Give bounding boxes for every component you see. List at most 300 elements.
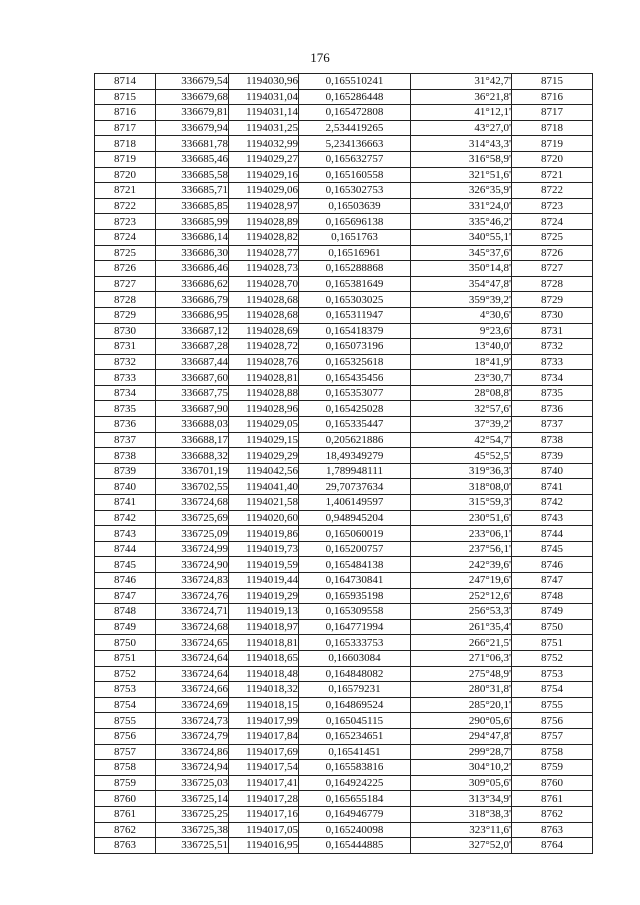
direction-angle-cell: 252°12,6'	[411, 588, 512, 604]
distance-cell: 0,16541451	[299, 744, 411, 760]
next-point-cell: 8718	[512, 120, 593, 136]
next-point-cell: 8737	[512, 417, 593, 433]
point-number-cell: 8731	[95, 339, 156, 355]
point-number-cell: 8736	[95, 417, 156, 433]
x-coordinate-cell: 336681,78	[156, 136, 229, 152]
point-number-cell: 8730	[95, 323, 156, 339]
y-coordinate-cell: 1194017,69	[229, 744, 299, 760]
table-row	[95, 276, 593, 292]
table-row	[95, 557, 593, 573]
direction-angle-cell: 313°34,9'	[411, 791, 512, 807]
distance-cell: 0,165583816	[299, 760, 411, 776]
next-point-cell: 8717	[512, 105, 593, 121]
next-point-cell: 8726	[512, 245, 593, 261]
direction-angle-cell: 323°11,6'	[411, 822, 512, 838]
direction-angle-cell: 314°43,3'	[411, 136, 512, 152]
next-point-cell: 8722	[512, 183, 593, 199]
x-coordinate-cell: 336724,65	[156, 635, 229, 651]
table-row	[95, 604, 593, 620]
distance-cell: 0,165335447	[299, 417, 411, 433]
table-row	[95, 370, 593, 386]
table-row	[95, 479, 593, 495]
table-row	[95, 245, 593, 261]
point-number-cell: 8747	[95, 588, 156, 604]
table-row	[95, 214, 593, 230]
direction-angle-cell: 266°21,5'	[411, 635, 512, 651]
distance-cell: 0,165435456	[299, 370, 411, 386]
y-coordinate-cell: 1194017,41	[229, 775, 299, 791]
table-row	[95, 666, 593, 682]
next-point-cell: 8759	[512, 760, 593, 776]
direction-angle-cell: 9°23,6'	[411, 323, 512, 339]
x-coordinate-cell: 336724,64	[156, 650, 229, 666]
table-row	[95, 229, 593, 245]
point-number-cell: 8716	[95, 105, 156, 121]
point-number-cell: 8748	[95, 604, 156, 620]
next-point-cell: 8731	[512, 323, 593, 339]
table-row	[95, 619, 593, 635]
x-coordinate-cell: 336688,32	[156, 448, 229, 464]
point-number-cell: 8749	[95, 619, 156, 635]
y-coordinate-cell: 1194042,56	[229, 463, 299, 479]
table-row	[95, 791, 593, 807]
distance-cell: 0,165472808	[299, 105, 411, 121]
point-number-cell: 8743	[95, 526, 156, 542]
next-point-cell: 8762	[512, 806, 593, 822]
y-coordinate-cell: 1194028,97	[229, 198, 299, 214]
table-row	[95, 728, 593, 744]
direction-angle-cell: 45°52,5'	[411, 448, 512, 464]
direction-angle-cell: 315°59,3'	[411, 495, 512, 511]
next-point-cell: 8734	[512, 370, 593, 386]
distance-cell: 0,16516961	[299, 245, 411, 261]
y-coordinate-cell: 1194028,89	[229, 214, 299, 230]
direction-angle-cell: 230°51,6'	[411, 510, 512, 526]
direction-angle-cell: 256°53,3'	[411, 604, 512, 620]
table-row	[95, 151, 593, 167]
x-coordinate-cell: 336687,12	[156, 323, 229, 339]
x-coordinate-cell: 336685,58	[156, 167, 229, 183]
y-coordinate-cell: 1194019,44	[229, 573, 299, 589]
direction-angle-cell: 318°08,0'	[411, 479, 512, 495]
distance-cell: 0,16503639	[299, 198, 411, 214]
direction-angle-cell: 36°21,8'	[411, 89, 512, 105]
direction-angle-cell: 354°47,8'	[411, 276, 512, 292]
table-row	[95, 713, 593, 729]
point-number-cell: 8763	[95, 838, 156, 854]
direction-angle-cell: 285°20,1'	[411, 697, 512, 713]
x-coordinate-cell: 336687,44	[156, 354, 229, 370]
y-coordinate-cell: 1194029,27	[229, 151, 299, 167]
x-coordinate-cell: 336679,54	[156, 74, 229, 90]
table-row	[95, 541, 593, 557]
table-body	[95, 74, 593, 854]
y-coordinate-cell: 1194018,81	[229, 635, 299, 651]
x-coordinate-cell: 336725,09	[156, 526, 229, 542]
direction-angle-cell: 247°19,6'	[411, 573, 512, 589]
direction-angle-cell: 326°35,9'	[411, 183, 512, 199]
y-coordinate-cell: 1194029,15	[229, 432, 299, 448]
y-coordinate-cell: 1194017,54	[229, 760, 299, 776]
point-number-cell: 8741	[95, 495, 156, 511]
direction-angle-cell: 350°14,8'	[411, 261, 512, 277]
x-coordinate-cell: 336724,66	[156, 682, 229, 698]
table-row	[95, 261, 593, 277]
y-coordinate-cell: 1194019,13	[229, 604, 299, 620]
next-point-cell: 8723	[512, 198, 593, 214]
x-coordinate-cell: 336724,76	[156, 588, 229, 604]
distance-cell: 0,205621886	[299, 432, 411, 448]
next-point-cell: 8728	[512, 276, 593, 292]
next-point-cell: 8733	[512, 354, 593, 370]
distance-cell: 0,165073196	[299, 339, 411, 355]
point-number-cell: 8717	[95, 120, 156, 136]
distance-cell: 0,165418379	[299, 323, 411, 339]
distance-cell: 0,165381649	[299, 276, 411, 292]
point-number-cell: 8755	[95, 713, 156, 729]
point-number-cell: 8723	[95, 214, 156, 230]
direction-angle-cell: 304°10,2'	[411, 760, 512, 776]
distance-cell: 0,165696138	[299, 214, 411, 230]
point-number-cell: 8719	[95, 151, 156, 167]
next-point-cell: 8763	[512, 822, 593, 838]
x-coordinate-cell: 336725,03	[156, 775, 229, 791]
x-coordinate-cell: 336724,69	[156, 697, 229, 713]
y-coordinate-cell: 1194028,76	[229, 354, 299, 370]
next-point-cell: 8754	[512, 682, 593, 698]
direction-angle-cell: 23°30,7'	[411, 370, 512, 386]
table-row	[95, 167, 593, 183]
y-coordinate-cell: 1194017,28	[229, 791, 299, 807]
table-row	[95, 588, 593, 604]
next-point-cell: 8721	[512, 167, 593, 183]
y-coordinate-cell: 1194021,58	[229, 495, 299, 511]
x-coordinate-cell: 336686,79	[156, 292, 229, 308]
table-row	[95, 198, 593, 214]
distance-cell: 0,165045115	[299, 713, 411, 729]
distance-cell: 0,165303025	[299, 292, 411, 308]
x-coordinate-cell: 336724,71	[156, 604, 229, 620]
next-point-cell: 8735	[512, 385, 593, 401]
y-coordinate-cell: 1194017,84	[229, 728, 299, 744]
table-row	[95, 417, 593, 433]
next-point-cell: 8760	[512, 775, 593, 791]
next-point-cell: 8729	[512, 292, 593, 308]
y-coordinate-cell: 1194028,96	[229, 401, 299, 417]
y-coordinate-cell: 1194032,99	[229, 136, 299, 152]
point-number-cell: 8746	[95, 573, 156, 589]
point-number-cell: 8726	[95, 261, 156, 277]
table-row	[95, 323, 593, 339]
y-coordinate-cell: 1194028,88	[229, 385, 299, 401]
y-coordinate-cell: 1194018,15	[229, 697, 299, 713]
table-row	[95, 526, 593, 542]
y-coordinate-cell: 1194016,95	[229, 838, 299, 854]
direction-angle-cell: 18°41,9'	[411, 354, 512, 370]
table-row	[95, 307, 593, 323]
distance-cell: 0,164946779	[299, 806, 411, 822]
point-number-cell: 8745	[95, 557, 156, 573]
point-number-cell: 8762	[95, 822, 156, 838]
point-number-cell: 8724	[95, 229, 156, 245]
x-coordinate-cell: 336701,19	[156, 463, 229, 479]
point-number-cell: 8718	[95, 136, 156, 152]
y-coordinate-cell: 1194028,68	[229, 292, 299, 308]
y-coordinate-cell: 1194028,81	[229, 370, 299, 386]
next-point-cell: 8720	[512, 151, 593, 167]
y-coordinate-cell: 1194029,06	[229, 183, 299, 199]
distance-cell: 0,165935198	[299, 588, 411, 604]
distance-cell: 18,49349279	[299, 448, 411, 464]
y-coordinate-cell: 1194028,69	[229, 323, 299, 339]
point-number-cell: 8735	[95, 401, 156, 417]
y-coordinate-cell: 1194029,16	[229, 167, 299, 183]
table-row	[95, 183, 593, 199]
y-coordinate-cell: 1194028,73	[229, 261, 299, 277]
x-coordinate-cell: 336724,73	[156, 713, 229, 729]
point-number-cell: 8739	[95, 463, 156, 479]
next-point-cell: 8736	[512, 401, 593, 417]
x-coordinate-cell: 336679,81	[156, 105, 229, 121]
next-point-cell: 8757	[512, 728, 593, 744]
y-coordinate-cell: 1194017,99	[229, 713, 299, 729]
y-coordinate-cell: 1194018,97	[229, 619, 299, 635]
table-row	[95, 838, 593, 854]
y-coordinate-cell: 1194029,29	[229, 448, 299, 464]
point-number-cell: 8737	[95, 432, 156, 448]
x-coordinate-cell: 336686,14	[156, 229, 229, 245]
direction-angle-cell: 275°48,9'	[411, 666, 512, 682]
direction-angle-cell: 309°05,6'	[411, 775, 512, 791]
next-point-cell: 8749	[512, 604, 593, 620]
point-number-cell: 8733	[95, 370, 156, 386]
distance-cell: 0,165510241	[299, 74, 411, 90]
point-number-cell: 8729	[95, 307, 156, 323]
direction-angle-cell: 31°42,7'	[411, 74, 512, 90]
x-coordinate-cell: 336725,69	[156, 510, 229, 526]
next-point-cell: 8752	[512, 650, 593, 666]
distance-cell: 0,16579231	[299, 682, 411, 698]
x-coordinate-cell: 336686,95	[156, 307, 229, 323]
x-coordinate-cell: 336724,94	[156, 760, 229, 776]
distance-cell: 1,406149597	[299, 495, 411, 511]
x-coordinate-cell: 336724,64	[156, 666, 229, 682]
x-coordinate-cell: 336725,38	[156, 822, 229, 838]
point-number-cell: 8761	[95, 806, 156, 822]
y-coordinate-cell: 1194028,68	[229, 307, 299, 323]
x-coordinate-cell: 336702,55	[156, 479, 229, 495]
next-point-cell: 8744	[512, 526, 593, 542]
direction-angle-cell: 294°47,8'	[411, 728, 512, 744]
direction-angle-cell: 237°56,1'	[411, 541, 512, 557]
point-number-cell: 8760	[95, 791, 156, 807]
point-number-cell: 8753	[95, 682, 156, 698]
point-number-cell: 8725	[95, 245, 156, 261]
point-number-cell: 8757	[95, 744, 156, 760]
y-coordinate-cell: 1194028,82	[229, 229, 299, 245]
direction-angle-cell: 271°06,3'	[411, 650, 512, 666]
point-number-cell: 8732	[95, 354, 156, 370]
distance-cell: 0,165353077	[299, 385, 411, 401]
x-coordinate-cell: 336724,99	[156, 541, 229, 557]
next-point-cell: 8739	[512, 448, 593, 464]
distance-cell: 0,165288868	[299, 261, 411, 277]
x-coordinate-cell: 336686,62	[156, 276, 229, 292]
point-number-cell: 8715	[95, 89, 156, 105]
direction-angle-cell: 345°37,6'	[411, 245, 512, 261]
next-point-cell: 8751	[512, 635, 593, 651]
y-coordinate-cell: 1194019,59	[229, 557, 299, 573]
distance-cell: 0,164730841	[299, 573, 411, 589]
next-point-cell: 8743	[512, 510, 593, 526]
distance-cell: 2,534419265	[299, 120, 411, 136]
next-point-cell: 8753	[512, 666, 593, 682]
table-row	[95, 650, 593, 666]
table-row	[95, 682, 593, 698]
direction-angle-cell: 316°58,9'	[411, 151, 512, 167]
table-row	[95, 635, 593, 651]
distance-cell: 0,165234651	[299, 728, 411, 744]
x-coordinate-cell: 336724,79	[156, 728, 229, 744]
point-number-cell: 8721	[95, 183, 156, 199]
table-row	[95, 448, 593, 464]
next-point-cell: 8738	[512, 432, 593, 448]
next-point-cell: 8730	[512, 307, 593, 323]
y-coordinate-cell: 1194028,72	[229, 339, 299, 355]
point-number-cell: 8722	[95, 198, 156, 214]
direction-angle-cell: 13°40,0'	[411, 339, 512, 355]
distance-cell: 1,789948111	[299, 463, 411, 479]
y-coordinate-cell: 1194018,32	[229, 682, 299, 698]
y-coordinate-cell: 1194017,05	[229, 822, 299, 838]
next-point-cell: 8746	[512, 557, 593, 573]
direction-angle-cell: 28°08,8'	[411, 385, 512, 401]
distance-cell: 0,165425028	[299, 401, 411, 417]
distance-cell: 0,165484138	[299, 557, 411, 573]
x-coordinate-cell: 336687,28	[156, 339, 229, 355]
table-row	[95, 822, 593, 838]
table-row	[95, 385, 593, 401]
table-row	[95, 105, 593, 121]
next-point-cell: 8748	[512, 588, 593, 604]
next-point-cell: 8758	[512, 744, 593, 760]
table-row	[95, 806, 593, 822]
x-coordinate-cell: 336725,25	[156, 806, 229, 822]
table-row	[95, 339, 593, 355]
direction-angle-cell: 242°39,6'	[411, 557, 512, 573]
table-row	[95, 401, 593, 417]
table-row	[95, 136, 593, 152]
direction-angle-cell: 4°30,6'	[411, 307, 512, 323]
y-coordinate-cell: 1194028,77	[229, 245, 299, 261]
direction-angle-cell: 321°51,6'	[411, 167, 512, 183]
distance-cell: 0,165160558	[299, 167, 411, 183]
direction-angle-cell: 359°39,2'	[411, 292, 512, 308]
x-coordinate-cell: 336724,83	[156, 573, 229, 589]
x-coordinate-cell: 336724,90	[156, 557, 229, 573]
y-coordinate-cell: 1194019,29	[229, 588, 299, 604]
table-row	[95, 573, 593, 589]
distance-cell: 5,234136663	[299, 136, 411, 152]
table-row	[95, 744, 593, 760]
next-point-cell: 8741	[512, 479, 593, 495]
distance-cell: 29,70737634	[299, 479, 411, 495]
distance-cell: 0,16603084	[299, 650, 411, 666]
direction-angle-cell: 32°57,6'	[411, 401, 512, 417]
direction-angle-cell: 280°31,8'	[411, 682, 512, 698]
direction-angle-cell: 43°27,0'	[411, 120, 512, 136]
direction-angle-cell: 335°46,2'	[411, 214, 512, 230]
point-number-cell: 8750	[95, 635, 156, 651]
table-row	[95, 510, 593, 526]
table-row	[95, 432, 593, 448]
direction-angle-cell: 340°55,1'	[411, 229, 512, 245]
direction-angle-cell: 261°35,4'	[411, 619, 512, 635]
direction-angle-cell: 233°06,1'	[411, 526, 512, 542]
point-number-cell: 8752	[95, 666, 156, 682]
point-number-cell: 8728	[95, 292, 156, 308]
next-point-cell: 8750	[512, 619, 593, 635]
distance-cell: 0,165060019	[299, 526, 411, 542]
y-coordinate-cell: 1194041,40	[229, 479, 299, 495]
distance-cell: 0,165309558	[299, 604, 411, 620]
x-coordinate-cell: 336686,46	[156, 261, 229, 277]
next-point-cell: 8745	[512, 541, 593, 557]
distance-cell: 0,165286448	[299, 89, 411, 105]
y-coordinate-cell: 1194031,25	[229, 120, 299, 136]
next-point-cell: 8747	[512, 573, 593, 589]
next-point-cell: 8764	[512, 838, 593, 854]
x-coordinate-cell: 336688,03	[156, 417, 229, 433]
distance-cell: 0,164869524	[299, 697, 411, 713]
table-row	[95, 760, 593, 776]
direction-angle-cell: 299°28,7'	[411, 744, 512, 760]
table-row	[95, 120, 593, 136]
table-row	[95, 697, 593, 713]
direction-angle-cell: 331°24,0'	[411, 198, 512, 214]
y-coordinate-cell: 1194018,65	[229, 650, 299, 666]
distance-cell: 0,948945204	[299, 510, 411, 526]
point-number-cell: 8759	[95, 775, 156, 791]
y-coordinate-cell: 1194019,73	[229, 541, 299, 557]
table-row	[95, 74, 593, 90]
y-coordinate-cell: 1194020,60	[229, 510, 299, 526]
y-coordinate-cell: 1194031,04	[229, 89, 299, 105]
distance-cell: 0,164924225	[299, 775, 411, 791]
point-number-cell: 8720	[95, 167, 156, 183]
next-point-cell: 8761	[512, 791, 593, 807]
next-point-cell: 8742	[512, 495, 593, 511]
table-row	[95, 89, 593, 105]
x-coordinate-cell: 336679,68	[156, 89, 229, 105]
x-coordinate-cell: 336724,86	[156, 744, 229, 760]
next-point-cell: 8719	[512, 136, 593, 152]
distance-cell: 0,165311947	[299, 307, 411, 323]
point-number-cell: 8727	[95, 276, 156, 292]
x-coordinate-cell: 336687,60	[156, 370, 229, 386]
distance-cell: 0,165333753	[299, 635, 411, 651]
table-row	[95, 292, 593, 308]
y-coordinate-cell: 1194028,70	[229, 276, 299, 292]
distance-cell: 0,165200757	[299, 541, 411, 557]
x-coordinate-cell: 336685,71	[156, 183, 229, 199]
next-point-cell: 8755	[512, 697, 593, 713]
x-coordinate-cell: 336725,51	[156, 838, 229, 854]
page-number: 176	[310, 50, 330, 65]
next-point-cell: 8756	[512, 713, 593, 729]
next-point-cell: 8724	[512, 214, 593, 230]
next-point-cell: 8740	[512, 463, 593, 479]
